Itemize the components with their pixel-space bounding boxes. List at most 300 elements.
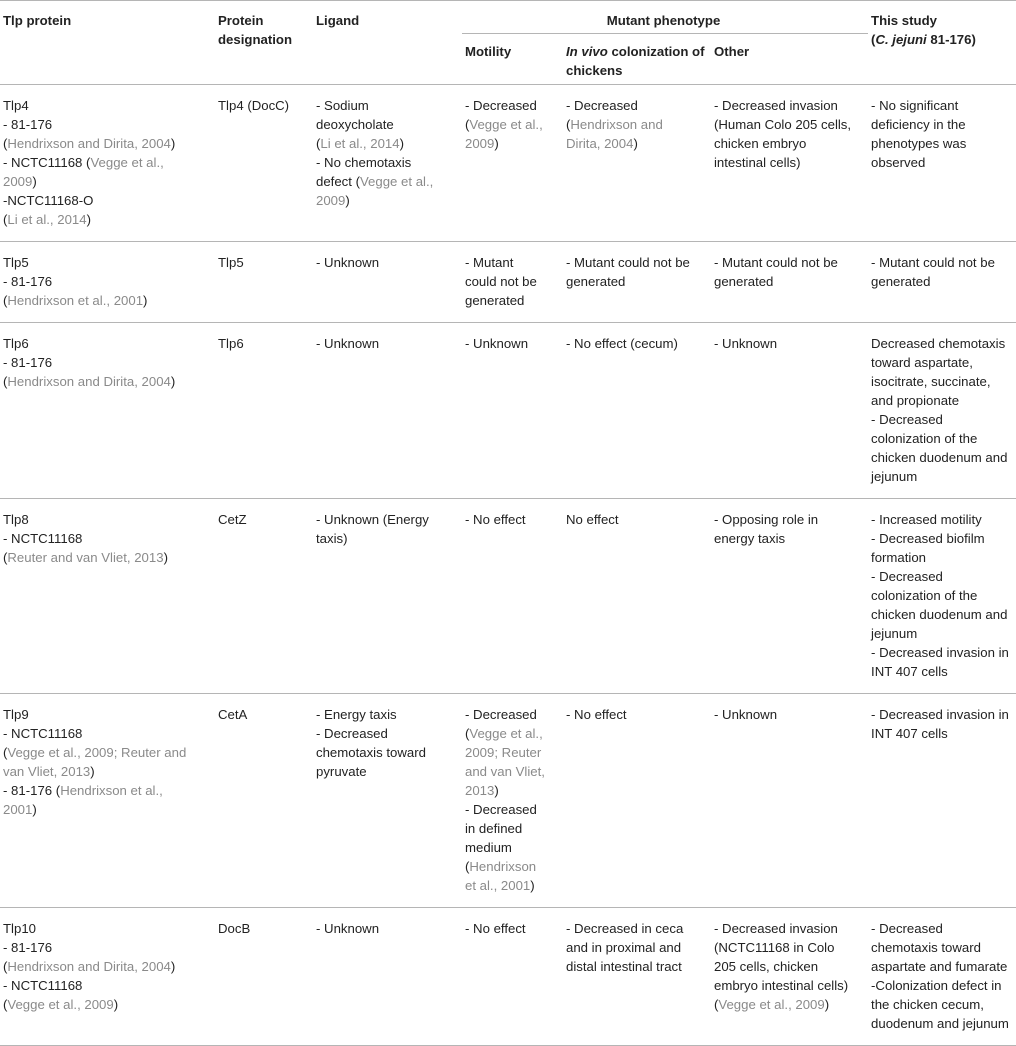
cell-text: Tlp5	[218, 255, 244, 270]
cell-line	[714, 96, 862, 115]
cell-text: - NCTC11168	[3, 531, 83, 546]
cell-text: - 81-176 (	[3, 783, 61, 798]
header-in-vivo-prefix: In vivo	[566, 44, 608, 59]
cell-text: - No effect	[465, 921, 526, 936]
citation-text: Hendrixson et al., 2001	[7, 293, 144, 308]
citation-text: Hendrixson and	[570, 117, 663, 132]
cell-line	[316, 510, 456, 529]
cell-text: - No significant	[871, 98, 959, 113]
cell-text: - Decreased	[566, 98, 638, 113]
cell-line	[871, 1014, 1010, 1033]
cell-text: and in proximal and	[566, 940, 682, 955]
table-row	[0, 499, 1016, 694]
cell-other	[711, 323, 868, 499]
cell-motility	[462, 242, 563, 323]
cell-text: - 81-176	[3, 940, 53, 955]
cell-line	[871, 957, 1010, 976]
cell-this-study	[868, 908, 1016, 1046]
cell-line	[871, 995, 1010, 1014]
cell-text: generated	[566, 274, 626, 289]
cell-text: - Mutant	[465, 255, 514, 270]
cell-line	[871, 624, 1010, 643]
cell-line	[871, 529, 1010, 548]
cell-text: (Human Colo 205 cells,	[714, 117, 852, 132]
header-this-study-strain-line	[871, 30, 1010, 49]
cell-other	[711, 694, 868, 908]
cell-text: - Decreased biofilm	[871, 531, 985, 546]
cell-text: energy taxis	[714, 531, 786, 546]
cell-text: Tlp5	[3, 255, 29, 270]
cell-line	[218, 919, 307, 938]
citation-text: 2001	[3, 802, 33, 817]
cell-line	[871, 724, 1010, 743]
cell-motility	[462, 323, 563, 499]
cell-line	[3, 210, 209, 229]
cell-other	[711, 242, 868, 323]
cell-text: - Unknown	[465, 336, 529, 351]
cell-text: medium	[465, 840, 512, 855]
cell-line	[3, 705, 209, 724]
cell-line	[316, 762, 456, 781]
cell-text: chicken duodenum and	[871, 607, 1008, 622]
cell-line	[465, 800, 557, 819]
cell-line	[3, 529, 209, 548]
citation-text: Hendrixson and Dirita, 2004	[7, 959, 171, 974]
cell-line	[316, 115, 456, 134]
citation-text: Li et al., 2014	[320, 136, 400, 151]
cell-text: the chicken cecum,	[871, 997, 984, 1012]
citation-text: Vegge et al., 2009	[7, 997, 114, 1012]
cell-line	[3, 510, 209, 529]
cell-line	[3, 957, 209, 976]
cell-text: (	[465, 117, 470, 132]
cell-line	[316, 96, 456, 115]
cell-tlp	[0, 323, 215, 499]
citation-text: Li et al., 2014	[7, 212, 87, 227]
cell-line	[316, 191, 456, 210]
cell-text: - Increased motility	[871, 512, 982, 527]
cell-line	[871, 662, 1010, 681]
cell-text: - No effect	[566, 707, 627, 722]
cell-this-study	[868, 242, 1016, 323]
cell-line	[465, 743, 557, 762]
cell-text: )	[494, 783, 499, 798]
cell-line	[714, 529, 862, 548]
cell-line	[316, 334, 456, 353]
citation-text: Vegge et al.,	[469, 726, 543, 741]
cell-text: )	[32, 802, 37, 817]
cell-text: - Unknown	[316, 921, 380, 936]
cell-line	[316, 134, 456, 153]
cell-line	[871, 586, 1010, 605]
cell-line	[3, 272, 209, 291]
cell-line	[316, 919, 456, 938]
cell-text: )	[824, 997, 830, 1012]
cell-in-vivo	[563, 323, 711, 499]
cell-line	[871, 353, 1010, 372]
cell-text: (	[3, 997, 8, 1012]
cell-text: - Unknown	[316, 336, 380, 351]
cell-line	[3, 96, 209, 115]
cell-line	[871, 919, 1010, 938]
cell-line	[871, 510, 1010, 529]
cell-text: observed	[871, 155, 926, 170]
cell-text: - Unknown	[714, 707, 778, 722]
cell-text: - Decreased invasion in	[871, 645, 1009, 660]
cell-text: -NCTC11168-O	[3, 193, 94, 208]
cell-line	[465, 762, 557, 781]
cell-text: (	[714, 997, 719, 1012]
cell-text: Tlp6	[3, 336, 29, 351]
cell-text: - Sodium	[316, 98, 369, 113]
cell-line	[871, 938, 1010, 957]
cell-text: (	[3, 374, 8, 389]
cell-line	[714, 115, 862, 134]
cell-text: could not be	[465, 274, 537, 289]
cell-text: - Mutant could not be	[871, 255, 995, 270]
cell-line	[465, 115, 557, 134]
cell-text: - Unknown (Energy	[316, 512, 429, 527]
cell-line	[714, 272, 862, 291]
cell-line	[465, 291, 557, 310]
table-body	[0, 85, 1016, 1046]
header-ligand: Ligand	[313, 1, 462, 85]
cell-line	[871, 605, 1010, 624]
cell-text: -Colonization defect in	[871, 978, 1002, 993]
cell-line	[871, 272, 1010, 291]
cell-line	[316, 705, 456, 724]
cell-line	[566, 96, 705, 115]
cell-motility	[462, 694, 563, 908]
cell-line	[3, 781, 209, 800]
cell-in-vivo	[563, 499, 711, 694]
cell-this-study	[868, 323, 1016, 499]
table-row	[0, 85, 1016, 242]
cell-line	[714, 976, 862, 995]
cell-designation	[215, 499, 313, 694]
cell-text: (	[3, 959, 8, 974]
cell-text: - No chemotaxis	[316, 155, 412, 170]
cell-ligand	[313, 85, 462, 242]
cell-text: - Decreased	[871, 569, 943, 584]
cell-line	[465, 253, 557, 272]
cell-line	[3, 762, 209, 781]
cell-text: pyruvate	[316, 764, 367, 779]
cell-line	[871, 643, 1010, 662]
cell-text: - No effect	[465, 512, 526, 527]
cell-designation	[215, 694, 313, 908]
cell-text: - Decreased	[465, 802, 537, 817]
cell-text: )	[86, 212, 91, 227]
cell-text: (	[566, 117, 571, 132]
cell-text: 205 cells, chicken	[714, 959, 819, 974]
cell-line	[3, 938, 209, 957]
cell-text: - Decreased in ceca	[566, 921, 684, 936]
cell-line	[714, 995, 862, 1014]
cell-text: colonization of the	[871, 431, 978, 446]
cell-text: distal intestinal tract	[566, 959, 682, 974]
cell-text: generated	[871, 274, 931, 289]
cell-text: - 81-176	[3, 117, 53, 132]
cell-tlp	[0, 908, 215, 1046]
cell-text: phenotypes was	[871, 136, 967, 151]
cell-line	[3, 372, 209, 391]
cell-text: )	[530, 878, 535, 893]
cell-text: )	[170, 959, 176, 974]
cell-text: - 81-176	[3, 274, 53, 289]
cell-text: isocitrate, succinate,	[871, 374, 991, 389]
citation-text: Hendrixson and Dirita, 2004	[7, 136, 171, 151]
cell-line	[316, 724, 456, 743]
cell-text: (	[316, 136, 321, 151]
cell-line	[871, 448, 1010, 467]
header-this-study-label: This study	[871, 13, 937, 28]
cell-line	[566, 957, 705, 976]
cell-line	[316, 172, 456, 191]
cell-line	[3, 353, 209, 372]
cell-line	[3, 976, 209, 995]
cell-text: aspartate and fumarate	[871, 959, 1008, 974]
cell-line	[871, 115, 1010, 134]
cell-text: toward aspartate,	[871, 355, 973, 370]
cell-line	[465, 819, 557, 838]
cell-text: (	[3, 293, 8, 308]
cell-text: )	[399, 136, 404, 151]
cell-text: Tlp4 (DocC)	[218, 98, 290, 113]
cell-text: - Decreased	[465, 707, 537, 722]
cell-this-study	[868, 499, 1016, 694]
cell-text: defect (	[316, 174, 360, 189]
cell-text: (	[465, 859, 470, 874]
citation-text: 2009; Reuter	[465, 745, 542, 760]
cell-text: - NCTC11168	[3, 978, 83, 993]
cell-line	[871, 334, 1010, 353]
cell-line	[3, 291, 209, 310]
cell-in-vivo	[563, 242, 711, 323]
cell-ligand	[313, 908, 462, 1046]
cell-line	[566, 705, 705, 724]
cell-text: CetA	[218, 707, 248, 722]
cell-text: (	[3, 212, 8, 227]
cell-line	[714, 334, 862, 353]
cell-text: - Unknown	[316, 255, 380, 270]
cell-line	[714, 919, 862, 938]
cell-designation	[215, 85, 313, 242]
table-header	[0, 1, 1016, 85]
cell-line	[3, 115, 209, 134]
cell-line	[218, 253, 307, 272]
cell-motility	[462, 908, 563, 1046]
cell-line	[465, 334, 557, 353]
citation-text: Dirita, 2004	[566, 136, 634, 151]
cell-text: chicken duodenum and	[871, 450, 1008, 465]
cell-text: jejunum	[871, 626, 918, 641]
cell-text: No effect	[566, 512, 619, 527]
cell-line	[3, 253, 209, 272]
table-row	[0, 694, 1016, 908]
cell-text: generated	[465, 293, 525, 308]
table-row	[0, 323, 1016, 499]
cell-line	[871, 253, 1010, 272]
cell-tlp	[0, 694, 215, 908]
cell-tlp	[0, 499, 215, 694]
cell-text: embryo intestinal cells)	[714, 978, 849, 993]
cell-line	[871, 391, 1010, 410]
header-this-study-strain: 81-176)	[926, 32, 976, 47]
citation-text: Hendrixson and Dirita, 2004	[7, 374, 171, 389]
citation-text: 2013	[465, 783, 495, 798]
cell-other	[711, 499, 868, 694]
cell-line	[465, 134, 557, 153]
citation-text: 2009	[465, 136, 495, 151]
citation-text: Vegge et al.,	[359, 174, 434, 189]
cell-in-vivo	[563, 908, 711, 1046]
table-row	[0, 908, 1016, 1046]
cell-text: CetZ	[218, 512, 247, 527]
cell-text: - Decreased	[871, 412, 943, 427]
cell-text: taxis)	[316, 531, 348, 546]
cell-line	[714, 938, 862, 957]
cell-text: generated	[714, 274, 774, 289]
cell-text: - Decreased	[316, 726, 388, 741]
cell-line	[566, 919, 705, 938]
cell-text: chicken embryo	[714, 136, 807, 151]
header-in-vivo-colonization	[563, 34, 711, 85]
cell-text: jejunum	[871, 469, 918, 484]
cell-text: )	[345, 193, 350, 208]
cell-motility	[462, 499, 563, 694]
cell-line	[465, 919, 557, 938]
cell-text: (	[465, 726, 470, 741]
cell-text: Decreased chemotaxis	[871, 336, 1006, 351]
cell-line	[465, 781, 557, 800]
cell-line	[465, 838, 557, 857]
cell-text: )	[90, 764, 95, 779]
cell-line	[3, 334, 209, 353]
header-row-top	[0, 1, 1016, 34]
cell-text: )	[170, 374, 176, 389]
cell-text: )	[32, 174, 37, 189]
header-this-study	[868, 1, 1016, 85]
cell-text: )	[633, 136, 638, 151]
cell-line	[465, 272, 557, 291]
cell-text: Tlp4	[3, 98, 29, 113]
cell-text: duodenum and jejunum	[871, 1016, 1009, 1031]
cell-designation	[215, 908, 313, 1046]
cell-line	[316, 253, 456, 272]
citation-text: 2009	[316, 193, 346, 208]
cell-text: intestinal cells)	[714, 155, 801, 170]
cell-text: Tlp10	[3, 921, 36, 936]
cell-text: - Decreased	[465, 98, 537, 113]
cell-ligand	[313, 242, 462, 323]
header-this-study-species: C. jejuni	[875, 32, 927, 47]
citation-text: Reuter and van Vliet, 2013	[7, 550, 164, 565]
cell-line	[3, 191, 209, 210]
cell-text: DocB	[218, 921, 251, 936]
cell-line	[871, 705, 1010, 724]
cell-line	[465, 705, 557, 724]
cell-text: )	[113, 997, 119, 1012]
cell-text: - Mutant could not be	[714, 255, 838, 270]
cell-text: deoxycholate	[316, 117, 394, 132]
cell-line	[218, 705, 307, 724]
cell-text: formation	[871, 550, 927, 565]
cell-line	[566, 115, 705, 134]
cell-line	[465, 510, 557, 529]
header-this-study-open: (	[871, 32, 876, 47]
cell-line	[3, 548, 209, 567]
cell-text: - NCTC11168 (	[3, 155, 91, 170]
cell-line	[871, 567, 1010, 586]
cell-line	[566, 510, 705, 529]
cell-text: in defined	[465, 821, 523, 836]
cell-text: (	[3, 550, 8, 565]
cell-line	[566, 938, 705, 957]
citation-text: Hendrixson et al.,	[60, 783, 163, 798]
citation-text: Vegge et al.,	[90, 155, 164, 170]
cell-text: - Opposing role in	[714, 512, 819, 527]
cell-in-vivo	[563, 85, 711, 242]
cell-line	[316, 529, 456, 548]
cell-line	[3, 800, 209, 819]
cell-line	[3, 995, 209, 1014]
cell-line	[714, 134, 862, 153]
cell-tlp	[0, 85, 215, 242]
cell-text: Tlp9	[3, 707, 29, 722]
cell-ligand	[313, 323, 462, 499]
cell-line	[316, 153, 456, 172]
cell-this-study	[868, 85, 1016, 242]
header-tlp-protein: Tlp protein	[0, 1, 215, 85]
cell-text: - Decreased	[871, 921, 943, 936]
cell-text: INT 407 cells	[871, 664, 948, 679]
cell-line	[871, 96, 1010, 115]
cell-text: chemotaxis toward	[316, 745, 426, 760]
cell-text: - NCTC11168	[3, 726, 83, 741]
cell-line	[714, 510, 862, 529]
cell-line	[566, 253, 705, 272]
cell-line	[566, 272, 705, 291]
citation-text: Vegge et al., 2009; Reuter and	[7, 745, 187, 760]
citation-text: 2009	[3, 174, 33, 189]
cell-ligand	[313, 694, 462, 908]
cell-line	[871, 467, 1010, 486]
citation-text: van Vliet, 2013	[3, 764, 91, 779]
cell-line	[3, 153, 209, 172]
cell-line	[871, 134, 1010, 153]
cell-line	[871, 976, 1010, 995]
citation-text: and van Vliet,	[465, 764, 545, 779]
citation-text: Vegge et al., 2009	[718, 997, 825, 1012]
cell-line	[3, 134, 209, 153]
cell-other	[711, 908, 868, 1046]
cell-line	[3, 724, 209, 743]
cell-line	[3, 172, 209, 191]
header-other: Other	[714, 44, 750, 59]
cell-line	[218, 96, 307, 115]
cell-text: - Unknown	[714, 336, 778, 351]
header-motility: Motility	[465, 44, 512, 59]
cell-line	[871, 372, 1010, 391]
cell-line	[465, 724, 557, 743]
citation-text: Hendrixson	[469, 859, 537, 874]
cell-text: deficiency in the	[871, 117, 966, 132]
cell-line	[714, 957, 862, 976]
cell-tlp	[0, 242, 215, 323]
header-mutant-phenotype: Mutant phenotype	[462, 1, 868, 34]
cell-text: (	[3, 136, 8, 151]
